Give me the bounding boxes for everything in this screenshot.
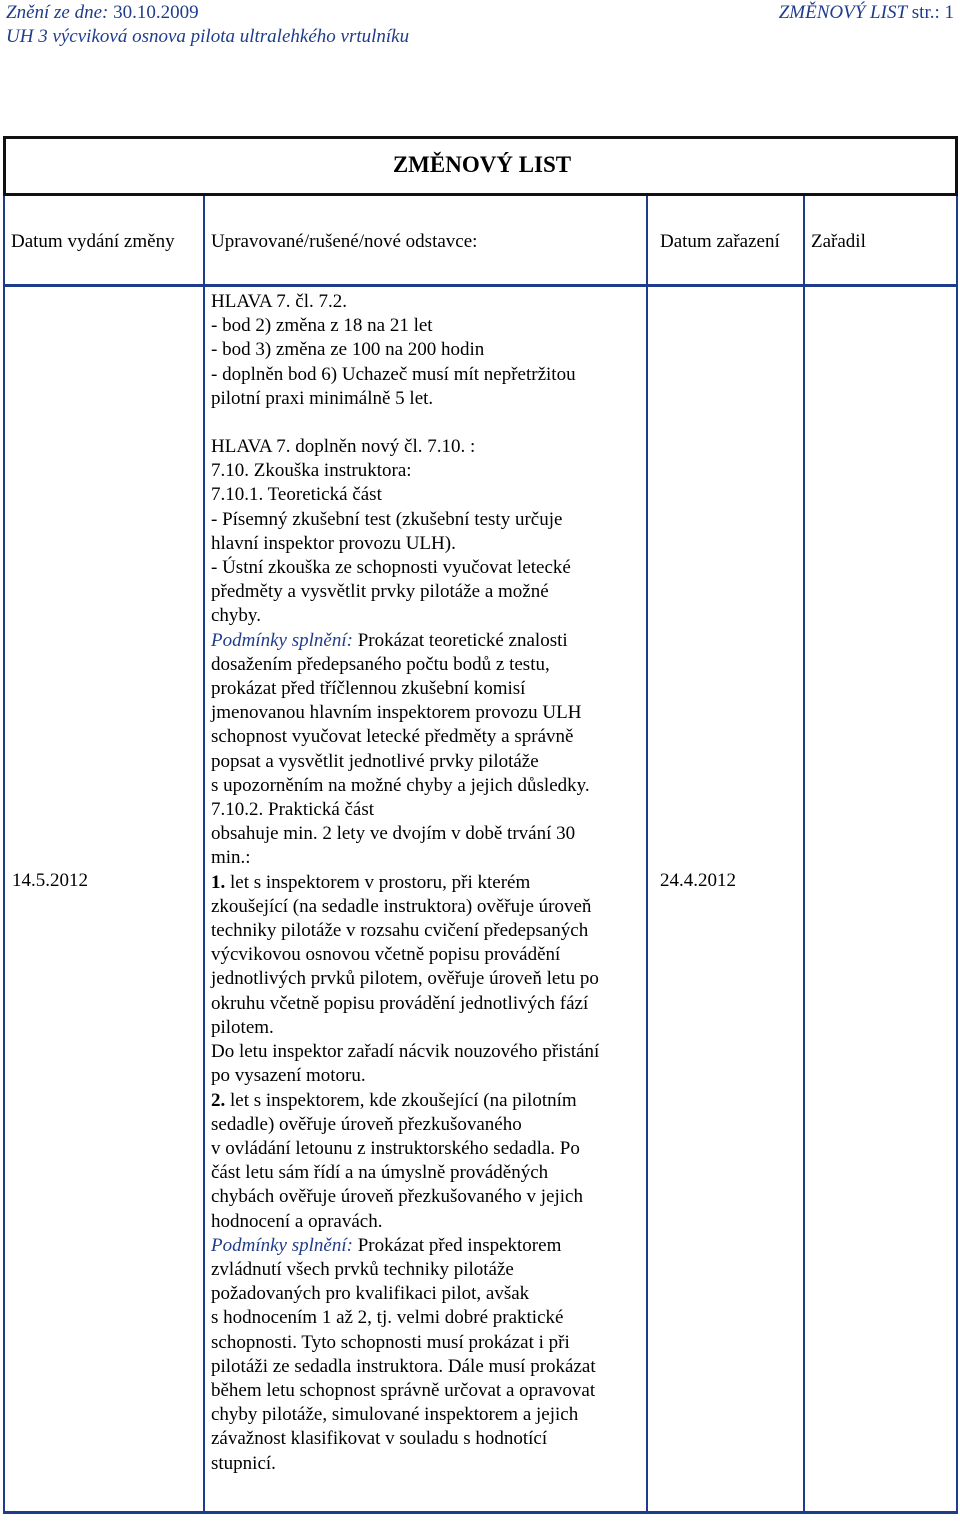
col-line-2 — [646, 196, 648, 1514]
table-bottom — [3, 1511, 958, 1514]
conditions-label: Podmínky splnění: — [211, 1234, 353, 1256]
cell-paragraphs — [211, 290, 643, 1476]
table-title: ZMĚNOVÝ LIST — [392, 152, 572, 177]
text-line: 7.10. Zkouška instruktora: — [211, 460, 412, 482]
header-page-info — [779, 2, 954, 24]
cell-placement-date: 24.4.2012 — [660, 870, 736, 891]
text-line: zkoušející (na sedadle instruktora) ověřuje úroveň — [211, 895, 592, 917]
text-line: - doplněn bod 6) Uchazeč musí mít nepřetržitou — [211, 363, 576, 385]
text-span: Prokázat teoretické znalosti — [352, 629, 568, 651]
text-line — [211, 1234, 643, 1258]
text-line: zvládnutí všech prvků techniky pilotáže — [211, 1258, 514, 1280]
text-line: Do letu inspektor zařadí nácvik nouzového přistání — [211, 1041, 600, 1063]
col-line-1 — [203, 196, 205, 1514]
text-line: pilotem. — [211, 1016, 274, 1038]
text-line: část letu sám řídí a na úmyslně prováděných — [211, 1162, 549, 1184]
header-date — [6, 2, 199, 24]
cell-issue-date: 14.5.2012 — [12, 870, 88, 891]
table-border-top — [3, 136, 958, 139]
text-line: jmenovanou hlavním inspektorem provozu ULH — [211, 702, 582, 724]
header-date-value: 30.10.2009 — [108, 2, 199, 23]
text-line: s upozorněním na možné chyby a jejich důsledky. — [211, 774, 590, 796]
text-line: chyby pilotáže, simulované inspektorem a jejich — [211, 1404, 579, 1426]
item-number: 2. — [211, 1089, 226, 1111]
paragraph-gap — [211, 411, 643, 435]
header-row-bottom — [3, 284, 958, 287]
text-line: schopnost vyučovat letecké předměty a správně — [211, 726, 574, 748]
header-date-label: Znění ze dne: — [6, 2, 109, 23]
text-line: výcvikovou osnovou včetně popisu provádění — [211, 944, 561, 966]
col-header-issue-date: Datum vydání změny — [11, 231, 175, 252]
col-header-paragraphs: Upravované/rušené/nové odstavce: — [211, 231, 478, 252]
text-line: - Ústní zkouška ze schopnosti vyučovat letecké — [211, 557, 571, 579]
text-line: závažnost klasifikovat v souladu s hodnotící — [211, 1428, 548, 1450]
title-row-bottom — [3, 193, 958, 196]
header-page-label: ZMĚNOVÝ LIST — [778, 2, 908, 23]
text-line: stupnicí. — [211, 1452, 276, 1474]
text-line: během letu schopnost správně určovat a opravovat — [211, 1379, 596, 1401]
text-line: 7.10.2. Praktická část — [211, 799, 375, 821]
text-line: obsahuje min. 2 lety ve dvojím v době trvání 30 — [211, 823, 576, 845]
text-line: v ovládání letounu z instruktorského sedadla. Po — [211, 1137, 580, 1159]
text-line: pilotní praxi minimálně 5 let. — [211, 387, 434, 409]
text-line: okruhu včetně popisu provádění jednotlivých fází — [211, 992, 589, 1014]
text-line: HLAVA 7. doplněn nový čl. 7.10. : — [211, 436, 476, 458]
text-line: HLAVA 7. čl. 7.2. — [211, 291, 348, 312]
text-line: popsat a vysvětlit jednotlivé prvky pilotáže — [211, 750, 539, 772]
text-line: pilotáži ze sedadla instruktora. Dále musí prokázat — [211, 1355, 596, 1377]
text-line: hlavní inspektor provozu ULH). — [211, 532, 456, 554]
col-line-0 — [3, 196, 5, 1514]
text-line: jednotlivých prvků pilotem, ověřuje úroveň letu po — [211, 968, 599, 990]
text-span: Prokázat před inspektorem — [352, 1234, 562, 1256]
col-line-3 — [803, 196, 805, 1514]
header-page-number: str.: 1 — [907, 2, 954, 23]
conditions-label: Podmínky splnění: — [211, 629, 353, 651]
text-line: s hodnocením 1 až 2, tj. velmi dobré praktické — [211, 1307, 564, 1329]
text-line: hodnocení a opravách. — [211, 1210, 383, 1232]
text-line: dosažením předepsaného počtu bodů z testu, — [211, 653, 550, 675]
text-line — [211, 629, 643, 653]
text-line: prokázat před tříčlennou zkušební komisí — [211, 678, 526, 700]
text-line: chyby. — [211, 605, 261, 627]
text-span: let s inspektorem v prostoru, při kterém — [225, 871, 531, 893]
text-line: techniky pilotáže v rozsahu cvičení předepsaných — [211, 920, 589, 942]
text-span: let s inspektorem, kde zkoušející (na pilotním — [225, 1089, 577, 1111]
col-header-placed-by: Zařadil — [811, 231, 866, 252]
header-doc-title: UH 3 výcviková osnova pilota ultralehkého vrtulníku — [6, 26, 410, 47]
text-line: sedadle) ověřuje úroveň přezkušovaného — [211, 1113, 522, 1135]
item-number: 1. — [211, 871, 226, 893]
text-line: po vysazení motoru. — [211, 1065, 366, 1087]
text-line: 7.10.1. Teoretická část — [211, 484, 382, 506]
text-line: - bod 2) změna z 18 na 21 let — [211, 315, 433, 337]
text-line: - Písemný zkušební test (zkušební testy určuje — [211, 508, 563, 530]
text-line: předměty a vysvětlit prvky pilotáže a možné — [211, 581, 549, 603]
text-line — [211, 1089, 643, 1113]
text-line: chybách ověřuje úroveň přezkušovaného v jejich — [211, 1186, 583, 1208]
text-line: - bod 3) změna ze 100 na 200 hodin — [211, 339, 485, 361]
col-line-4 — [956, 196, 958, 1514]
text-line: min.: — [211, 847, 251, 869]
text-line: schopnosti. Tyto schopnosti musí prokázat i při — [211, 1331, 570, 1353]
text-line: požadovaných pro kvalifikaci pilot, avšak — [211, 1283, 530, 1305]
col-header-placement-date: Datum zařazení — [660, 231, 780, 252]
text-line — [211, 871, 643, 895]
